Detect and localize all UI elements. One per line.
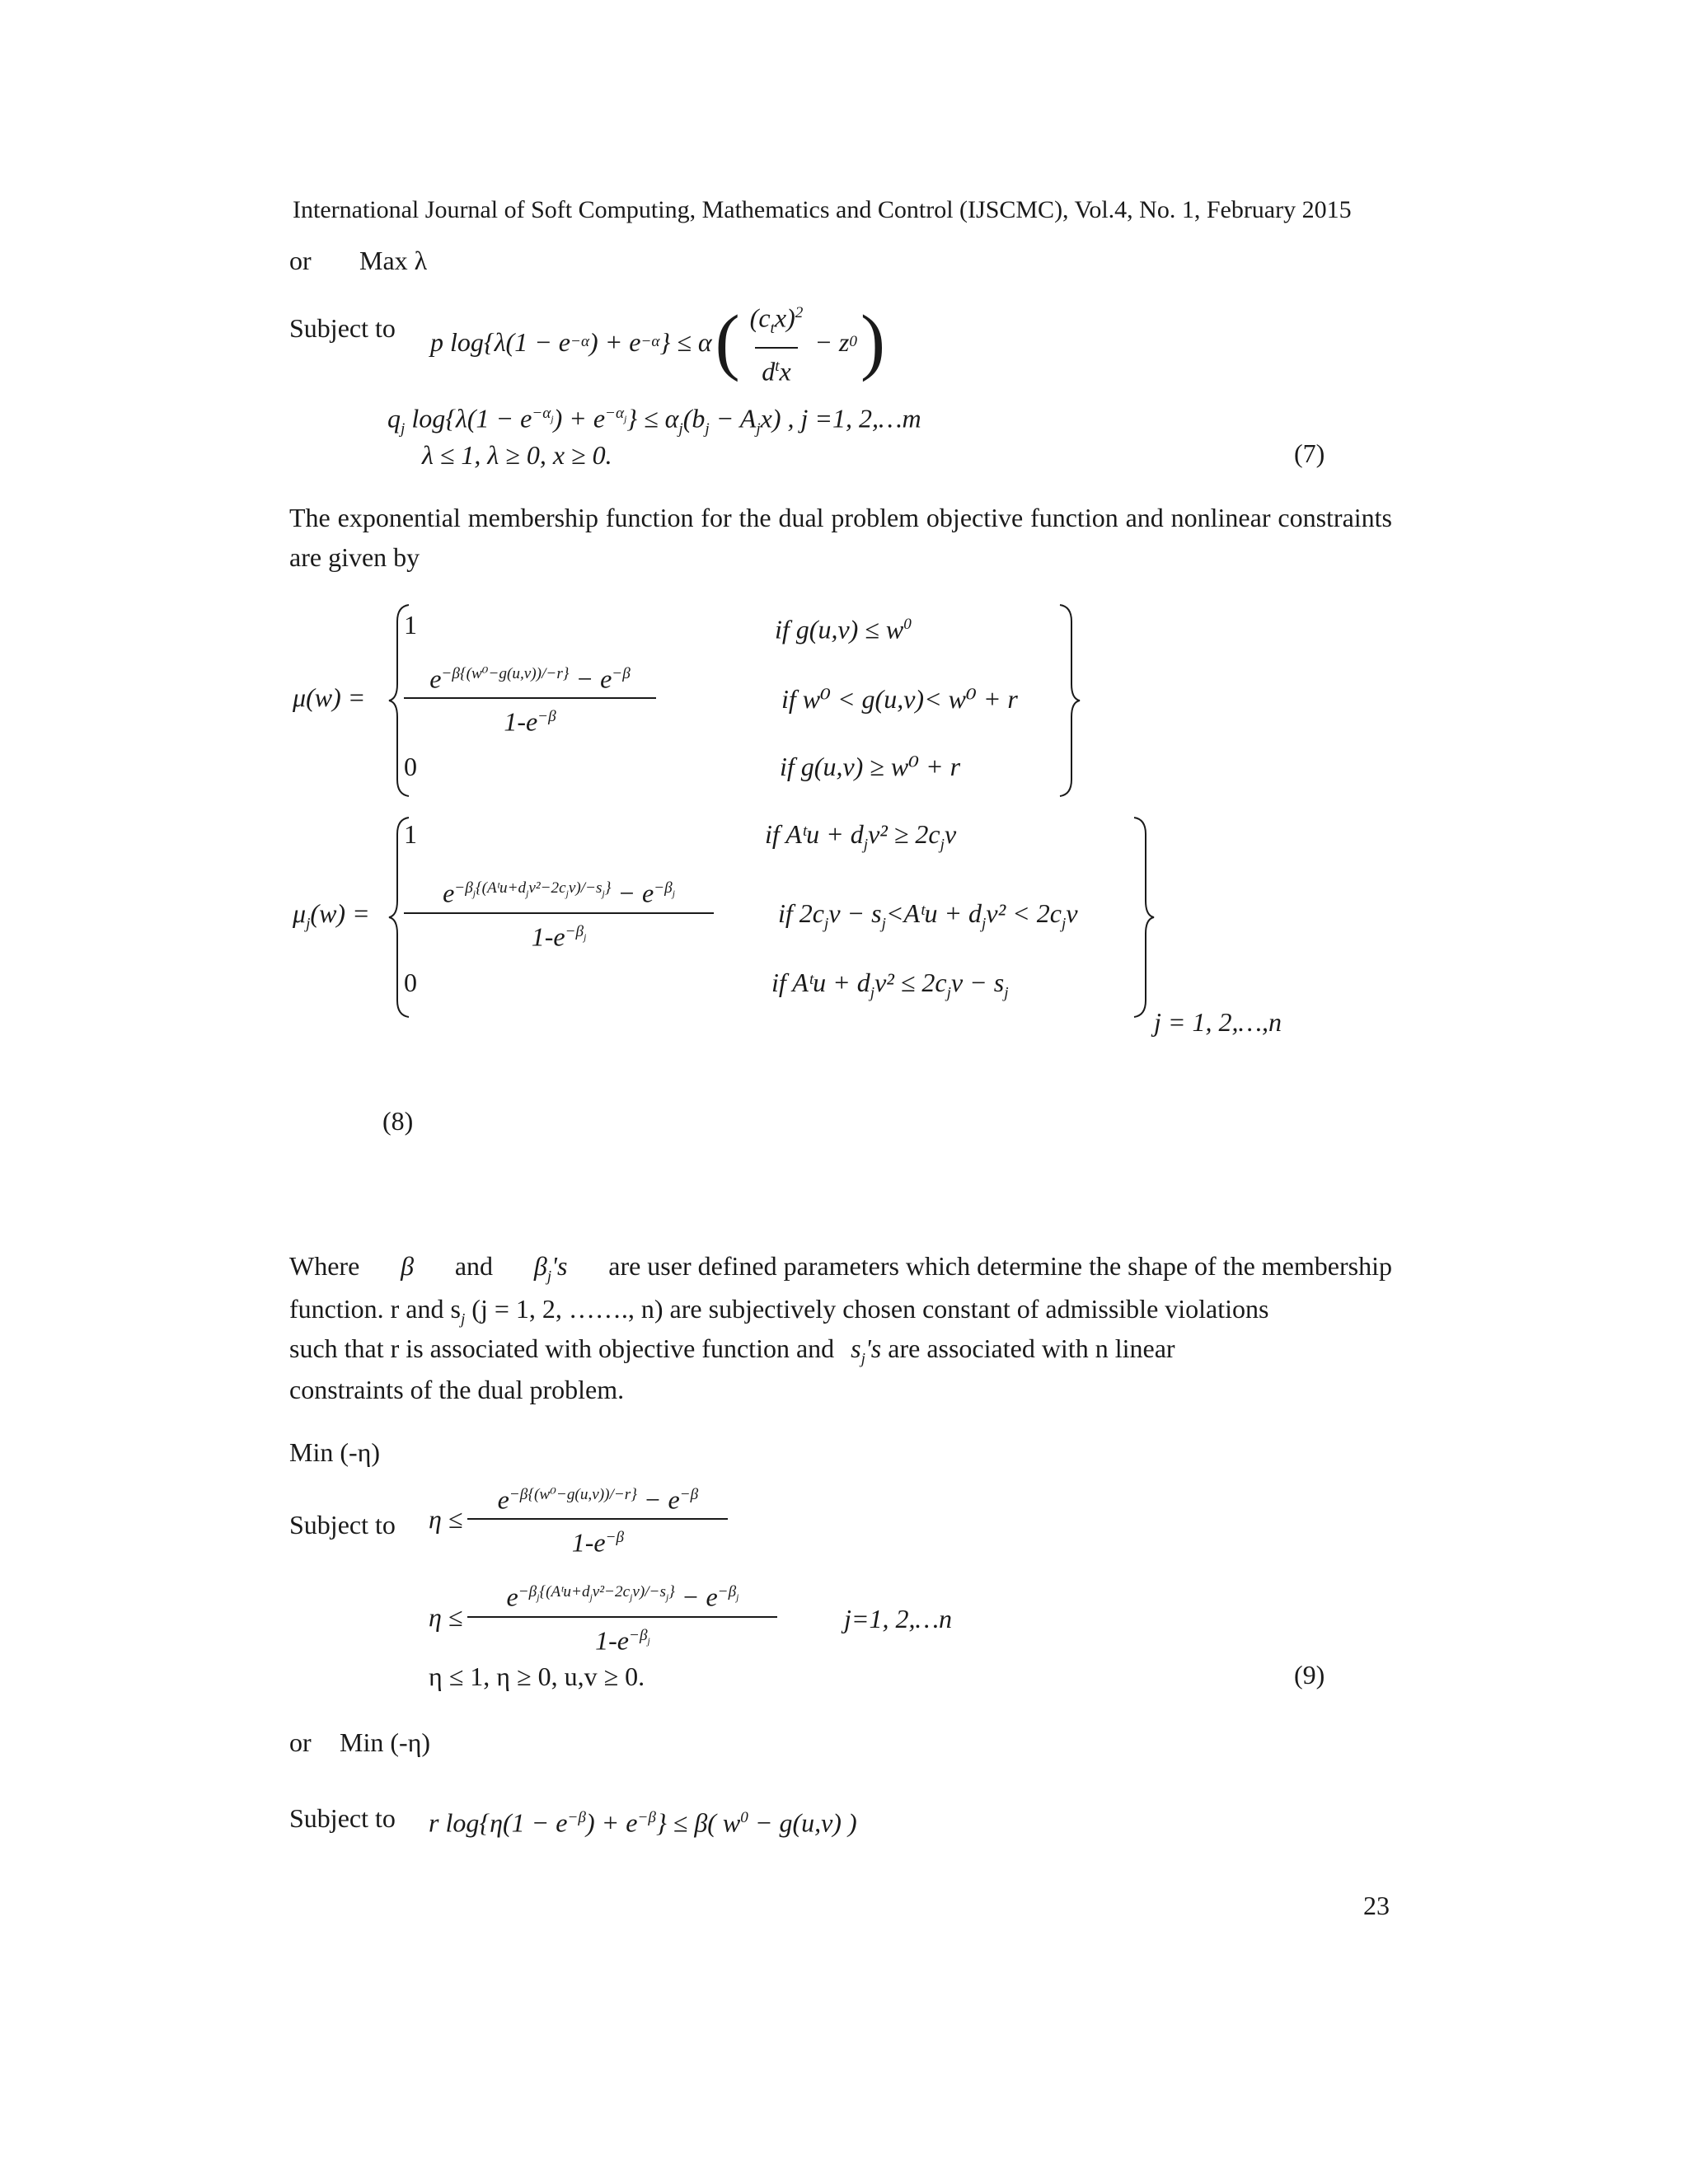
subject-to-10: Subject to: [289, 1803, 396, 1833]
c7-1-exp: −α: [570, 333, 590, 350]
constraint-7-3: λ ≤ 1, λ ≥ 0, x ≥ 0.: [422, 440, 612, 470]
mu-w-case3-value: 0: [404, 752, 417, 781]
equation-number-8: (8): [382, 1106, 414, 1136]
mu-w-lhs: μ(w) =: [293, 682, 366, 712]
constraint-7-2: $q_j$ $\log\{\lambda(1 - e^{-\alpha_j}) + e^{-\alpha_j}\} \le \alpha_j(b_j - A_jx)$ , j =1, 2,…m: [387, 403, 921, 438]
mu-w-case2-condition: if w⁰ < g(u,v)< w⁰ + r: [781, 684, 1018, 714]
running-header: International Journal of Soft Computing, Mathematics and Control (IJSCMC), Vol.4, No. 1, February 2015: [293, 196, 1352, 223]
right-brace-mu-w: [1057, 602, 1081, 799]
equation-number-7: (7): [1294, 438, 1325, 468]
mu-j-w-case2-fraction: $\frac{e^{-\beta_j\{(Aᵗu+d_jv^2-2c_jv)/-s_j\}} - e^{-\beta_j}}{1-e^{-\beta_j}}$: [404, 870, 714, 956]
constraint-9-2: η ≤ $\frac{e^{-\beta_j\{(Aᵗu+d_jv^2-2c_jv)/-s_j\}} - e^{-\beta_j}}{1-e^{-\beta_j}}$: [429, 1574, 777, 1660]
mu-w-case1-value: 1: [404, 610, 417, 640]
mu-w-case1-condition: if $g(u,v) \le w^0$: [775, 614, 912, 644]
equation-number-9: (9): [1294, 1660, 1325, 1690]
mu-j-w-case3-value: 0: [404, 968, 417, 997]
or-label-7: or: [289, 246, 312, 275]
or-label-10: or: [289, 1727, 312, 1757]
where-line-3: such that r is associated with objective function and $s_j's$ are associated with n linear: [289, 1333, 1175, 1368]
c7-1-lhs: p log{λ(1 − e: [430, 327, 570, 357]
subject-to-7: Subject to: [289, 313, 396, 343]
page-number: 23: [1363, 1891, 1390, 1920]
intro-paragraph: The exponential membership function for the dual problem objective function and nonlinear constraints are given by: [289, 503, 1392, 572]
mu-j-w-lhs: $\mu_j(w)$ =: [293, 898, 370, 933]
constraint-10-1: r $\log\{\eta(1 - e^{-\beta}) + e^{-\beta}\} \le \beta$( $w^0 - g(u,v)$ ): [429, 1807, 857, 1838]
where-line-1: Where β and $\beta_j's$ are user defined parameters which determine the shape of the membership: [289, 1251, 1392, 1286]
constraint-9-range: j=1, 2,…n: [844, 1604, 952, 1633]
right-brace-mu-j-w: [1131, 814, 1156, 1020]
mu-j-w-range: j = 1, 2,…,n: [1154, 1007, 1282, 1037]
objective-9: Min (-η): [289, 1437, 381, 1467]
c7-1-mid: ) + e: [589, 327, 641, 357]
subject-to-9: Subject to: [289, 1510, 396, 1540]
constraint-9-3: η ≤ 1, η ≥ 0, u,v ≥ 0.: [429, 1661, 645, 1691]
mu-j-w-case3-condition: if Aᵗu + $d_jv^2 \le 2c_jv - s_j$: [771, 968, 1009, 1002]
mu-j-w-case1-condition: if Aᵗu + $d_jv^2 \ge 2c_jv$: [765, 819, 957, 854]
c7-1-rel: } ≤ α: [659, 327, 712, 357]
constraint-9-1: η ≤ $\frac{e^{-\beta\{(w^0-g(u,v))/-r\}} - e^{-\beta}}{1-e^{-\beta}}$: [429, 1477, 728, 1560]
c7-1-exp2: −α: [640, 333, 660, 350]
where-line-2: function. r and $s_j$ (j = 1, 2, ……., n) are subjectively chosen constant of admissible violations: [289, 1294, 1269, 1329]
c7-1-fraction: $\frac{(c_tx)^2}{d^tx}$: [743, 295, 810, 390]
objective-7: Max λ: [359, 246, 428, 275]
objective-10: Min (-η): [340, 1727, 431, 1757]
mu-w-case3-condition: if g(u,v) ≥ w⁰ + r: [780, 752, 961, 781]
mu-j-w-case2-condition: if $2c_jv$ − $s_j<Aᵗu + d_jv^2 < 2c_jv$: [778, 898, 1078, 933]
mu-j-w-case1-value: 1: [404, 819, 417, 849]
mu-w-case2-fraction: $\frac{e^{-\beta\{(w^0-g(u,v))/-r\}} - e^{-\beta}}{1-e^{-\beta}}$: [404, 656, 656, 739]
where-line-4: constraints of the dual problem.: [289, 1375, 625, 1404]
constraint-7-1: p log{λ(1 − e −α ) + e −α } ≤ α ( $\frac{(c_tx)^2}{d^tx}$ − z 0 ): [430, 297, 885, 387]
